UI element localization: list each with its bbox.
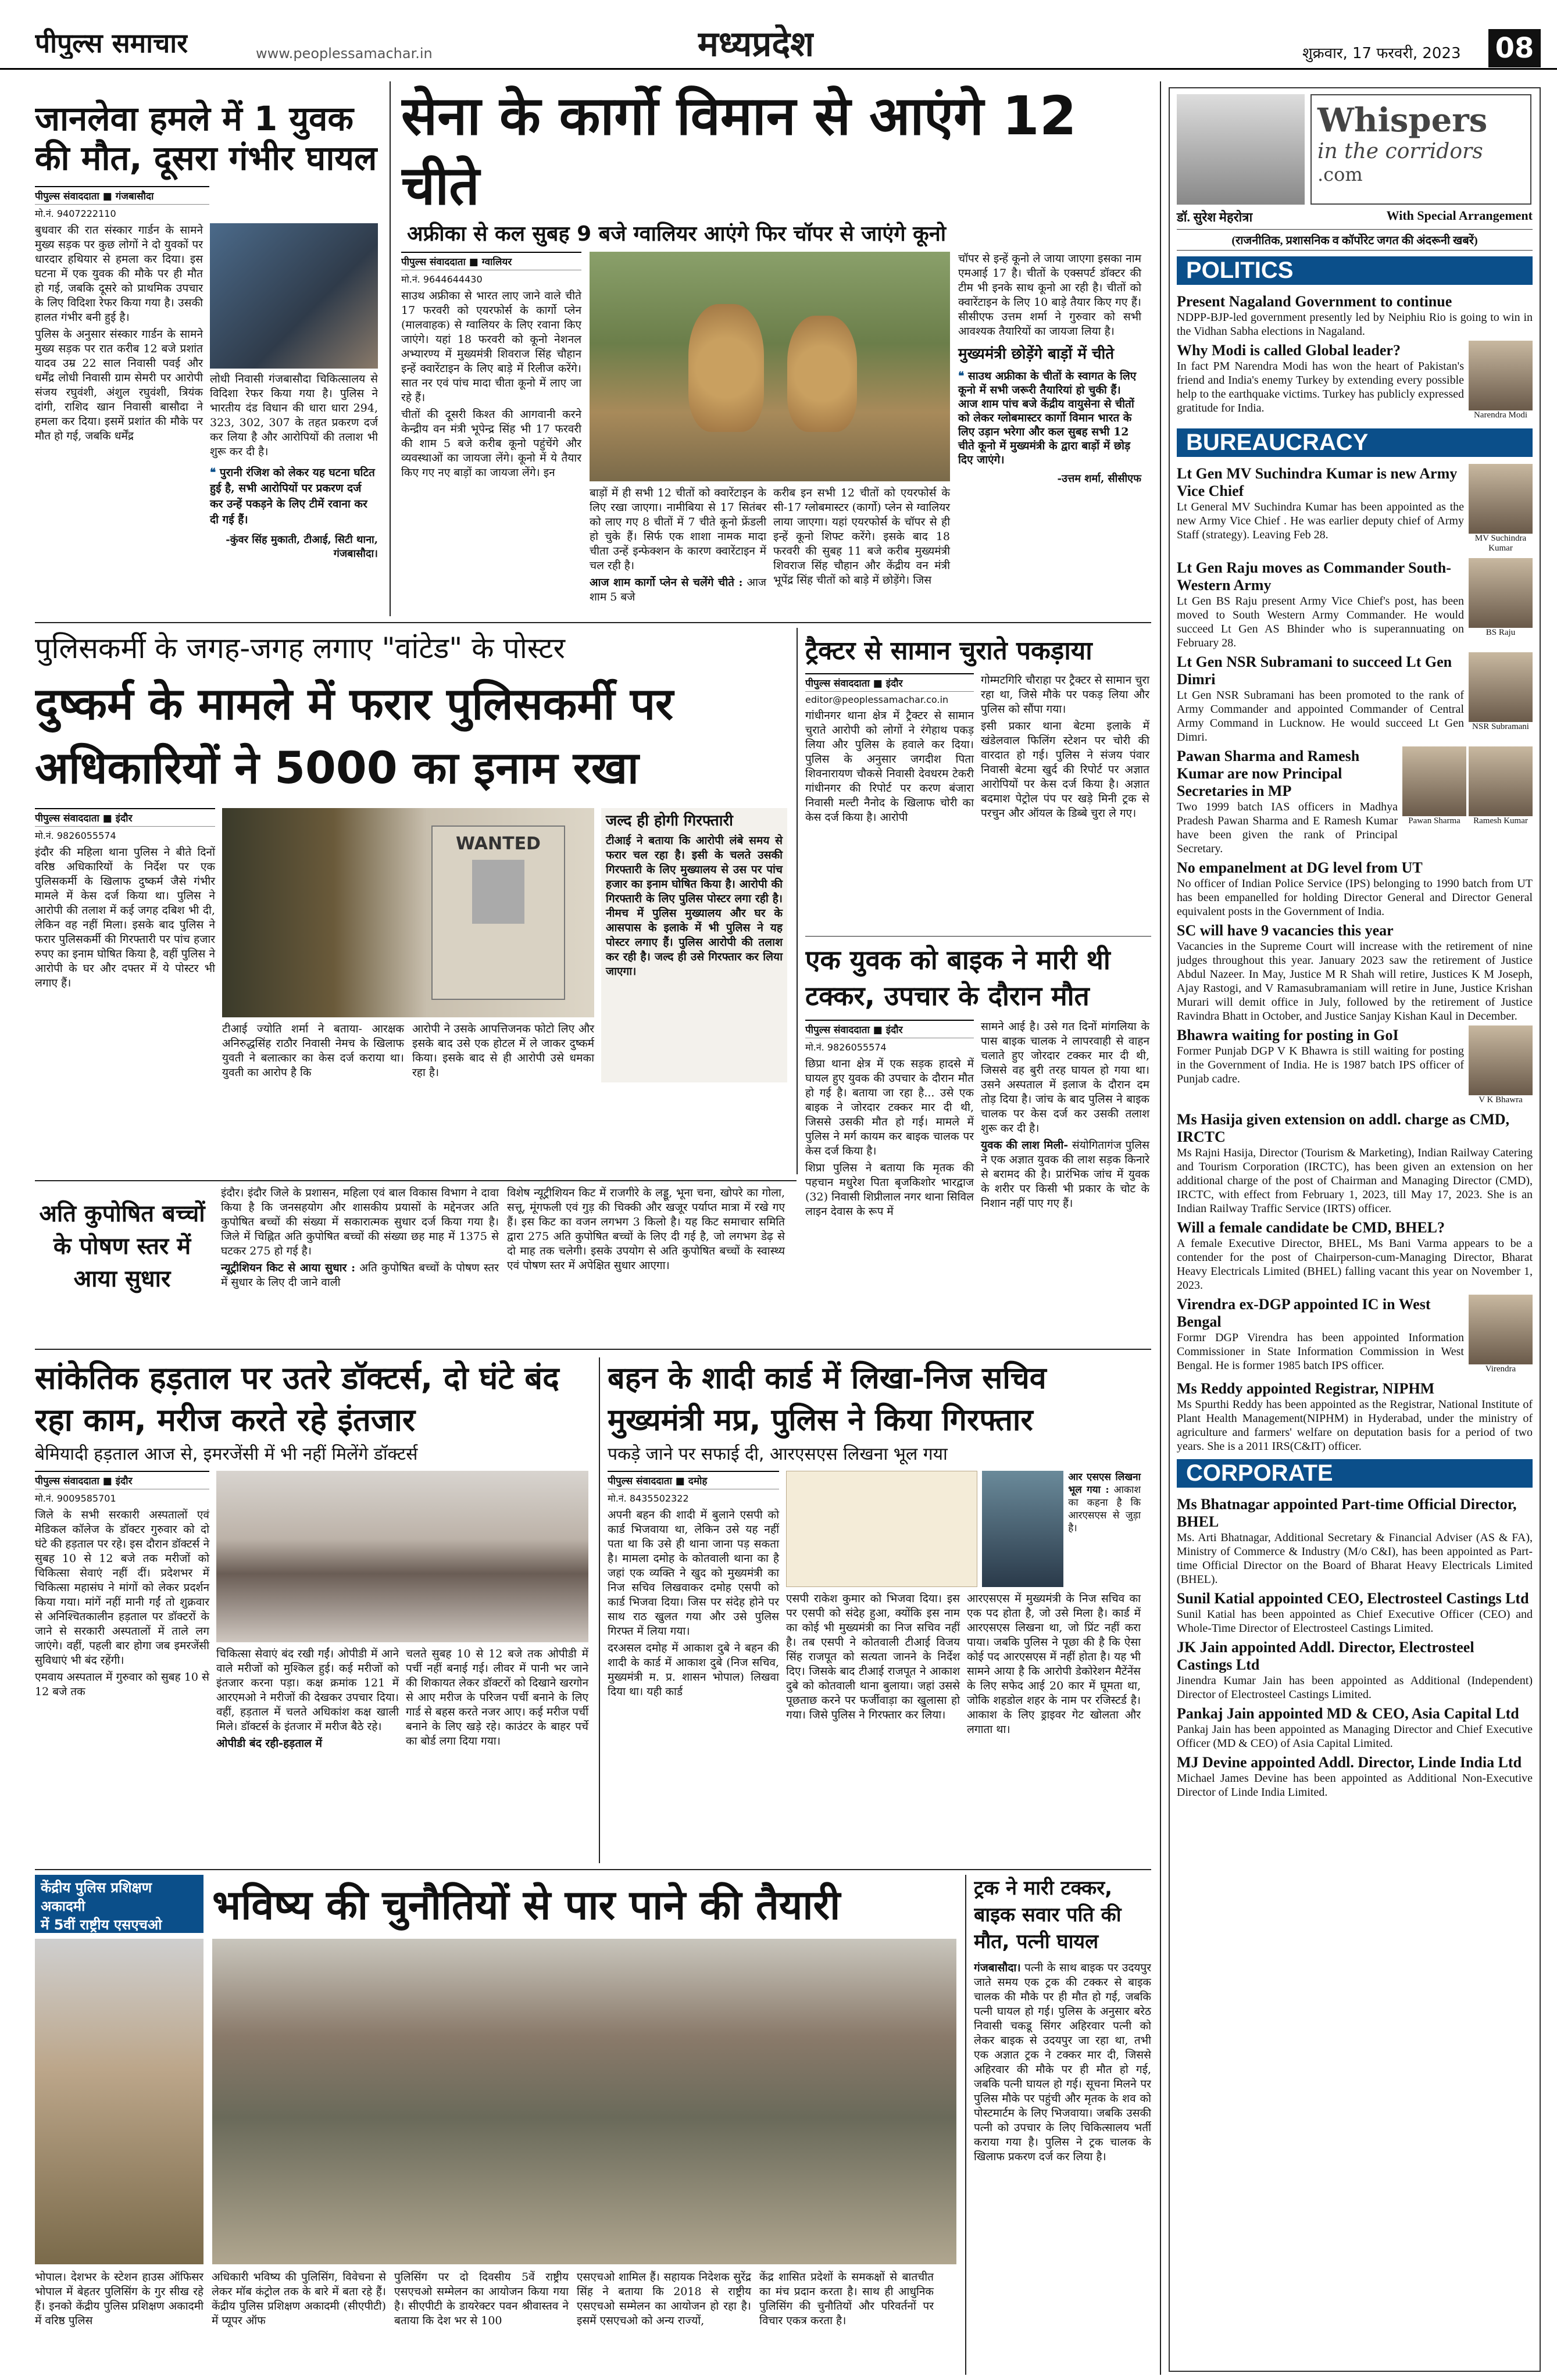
para: आरोपी ने उसके आपत्तिजनक फोटो लिए और इसके बाद उसे एक होटल में ले जाकर दुष्कर्म किया। इसके बाद से ही आरोपी उसे धमका रहा है। bbox=[412, 1023, 594, 1079]
headline: जानलेवा हमले में 1 युवक की मौत, दूसरा गंभीर घायल bbox=[35, 99, 377, 178]
para: सामने आई है। उसे गत दिनों मांगलिया के पास बाइक चालक ने लापरवाही से वाहन चलाते हुए जोरदार टक्कर मार दी थी, जिससे वह बुरी तरह घायल हो गया था। उसने अस्पताल में इलाज के दौरान दम तोड़ दिया है। जांच के बाद पुलिस ने बाइक चालक पर केस दर्ज कर उसकी तलाश शुरू कर दी है। bbox=[981, 1020, 1149, 1135]
photo-caption: BS Raju bbox=[1485, 628, 1516, 637]
whisper-text: No officer of Indian Police Service (IPS) belonging to 1990 batch from UT has been empanelled for holding Director General and Director General equivalent posts in the Government of India. bbox=[1177, 877, 1533, 918]
para: इंदौर की महिला थाना पुलिस ने बीते दिनों वरिष्ठ अधिकारियों के निर्देश पर एक पुलिसकर्मी के खिलाफ दुष्कर्म जैसे गंभीर मामले में केस दर्ज किया था। पुलिस ने आरोपी की तलाश में कई जगह दबिश भी दी, लेकिन वह नहीं मिला। इसके बाद पुलिस ने फरार पुलिसकर्मी की गिरफ्तारी पर पांच हजार रुपए का इनाम घोषित किया है, वहीं पुलिस ने आरोपी के घर और दफ्तर में ये पोस्टर भी लगाए हैं। bbox=[35, 846, 215, 989]
logo-text: .com bbox=[1317, 163, 1363, 185]
story-fake-secretary bbox=[608, 1357, 1151, 1863]
tagline: (राजनीतिक, प्रशासनिक व कॉर्पोरेट जगत की अंदरूनी खबरें) bbox=[1177, 229, 1533, 251]
section-bureaucracy: BUREAUCRACY bbox=[1177, 428, 1533, 457]
headline: सांकेतिक हड़ताल पर उतरे डॉक्टर्स, दो घंटे बंद रहा काम, मरीज करते रहे इंतजार bbox=[35, 1360, 559, 1438]
cheetah-photo bbox=[590, 252, 950, 481]
story-attack bbox=[35, 99, 378, 610]
para: ओपीडी बंद रही-हड़ताल में bbox=[216, 1736, 322, 1750]
whisper-headline: MJ Devine appointed Addl. Director, Linde India Ltd bbox=[1177, 1754, 1522, 1771]
section-title: मध्यप्रदेश bbox=[698, 24, 815, 65]
whisper-text: Formr DGP Virendra has been appointed Information Commissioner in State Information Commission in West Bengal. He is former 1985 batch IPS officer. bbox=[1177, 1331, 1464, 1372]
accused-photo bbox=[982, 1471, 1063, 1587]
para: पुलिसिंग पर दो दिवसीय 5वें राष्ट्रीय एसएचओ सम्मेलन का आयोजन किया गया है। सीएपीटी के डायरेक्टर पवन श्रीवास्तव ने बताया कि देश भर से 100 bbox=[394, 2271, 569, 2327]
portrait-icon bbox=[1469, 558, 1533, 628]
headline: भविष्य की चुनौतियों से पार पाने की तैयारी bbox=[212, 1881, 841, 1929]
issue-date: शुक्रवार, 17 फरवरी, 2023 bbox=[1302, 45, 1461, 62]
site-url[interactable]: www.peoplessamachar.in bbox=[256, 45, 433, 62]
whisper-headline: Sunil Katial appointed CEO, Electrosteel Castings Ltd bbox=[1177, 1590, 1529, 1607]
para: गांधीनगर थाना क्षेत्र में ट्रैक्टर से सामान चुराते आरोपी को लोगों ने रंगेहाथ पकड़ लिया और पुलिस के हवाले कर दिया। पुलिस के अनुसार जगदीश पिता शिवनारायण चौकसे निवासी देवधरम टेकरी गांधीनगर की रिपोर्ट पर करण बंजारा निवासी मल्टी नैनोद के खिलाफ चोरी का केस दर्ज किया है। आरोपी bbox=[805, 709, 974, 824]
quote: ❝ पुरानी रंजिश को लेकर यह घटना घटित हुई है, सभी आरोपियों पर प्रकरण दर्ज कर उन्हें पकड़ने के लिए टीमें रवाना कर दी गई हैं। bbox=[210, 466, 375, 526]
corporate-list bbox=[1177, 1492, 1533, 1799]
whisper-text: Pankaj Jain has been appointed as Managing Director and Chief Executive Officer (MD & CEO) of Asia Capital Limited. bbox=[1177, 1723, 1533, 1750]
whisper-headline: Bhawra waiting for posting in GoI bbox=[1177, 1027, 1399, 1044]
quote-by: -कुंवर सिंह मुकाती, टीआई, सिटी थाना, गंजबासौदा। bbox=[226, 534, 378, 560]
headline: बहन के शादी कार्ड में लिखा-निज सचिव मुख्यमंत्री मप्र, पुलिस ने किया गिरफ्तार bbox=[608, 1361, 1047, 1438]
quote-icon: ❝ bbox=[210, 466, 220, 479]
whisper-item bbox=[1177, 1702, 1533, 1750]
whisper-text: Vacancies in the Supreme Court will increase with the retirement of nine judges throughout this year. January 2023 saw the retirement of Justice Abdul Nazeer. In May, Justice M R Shah will retire, Justices K M Joseph, Ajay Rastogi, and V Ramasubramaniam will retire in June, Justice Krishan Murari will demit office in July, followed by the retirement of Justice Ravindra Bhatt in October, and Justice Sanjay Kishan Kaul in December. bbox=[1177, 940, 1533, 1023]
whisper-text: Ms Spurthi Reddy has been appointed as the Registrar, National Institute of Plant Health Management(NIPHM) in Hyderabad, under the ministry of agriculture and farmers' welfare on deputation basis for a period of two years. She is a 2011 IRS(C&IT) officer. bbox=[1177, 1398, 1533, 1453]
para: आज शाम कार्गो प्लेन से चलेंगे चीते : आज शाम 5 बजे bbox=[590, 576, 767, 604]
para: आरएसएस में मुख्यमंत्री के निज सचिव का एक पद होता है, जो उसे मिला है। कार्ड में आरएसएस लिखना था, जो प्रिंट नहीं करा पाया। जबकि पुलिस ने पूछा की है कि ऐसा कोई पद आरएसएस में नहीं होता है। यह भी सामने आया है कि आरोपी डेकोरेशन मैटेंनेंस के लिए सफेद आई 20 कार में घूमता था, जोकि शहडोल शहर के नाम पर रजिस्टर्ड है। आकाश के लिए ड्राइवर गेट खोलता और लगाता था। bbox=[967, 1592, 1141, 1736]
para: केंद्र शासित प्रदेशों के समकक्षों से बातचीत का मंच प्रदान करता है। साथ ही आधुनिक पुलिसिंग की चुनौतियों और परिवर्तनों पर विचार एकत्र करता है। bbox=[759, 2271, 934, 2327]
section-politics: POLITICS bbox=[1177, 256, 1533, 285]
box-text: टीआई ने बताया कि आरोपी लंबे समय से फरार चल रहा है। इसी के चलते उसकी गिरफ्तारी के लिए मुख्यालय से उस पर पांच हजार का इनाम घोषित किया है। आरोपी की गिरफ्तारी के लिए पुलिस पोस्टर लगा रही है। नीमच में पुलिस मुख्यालय और घर के आसपास के इलाके में भी पुलिस ने यह पोस्टर लगाए हैं। पुलिस आरोपी की तलाश कर रही है। जल्द ही उसे गिरफ्तार कर लिया जाएगा। bbox=[606, 834, 783, 978]
whisper-text: NDPP-BJP-led government presently led by Neiphiu Rio is going to win in the Vidhan Sabha elections in Nagaland. bbox=[1177, 311, 1533, 338]
side-text: आर एसएस लिखना भूल गया : आकाश का कहना है कि आरएसएस से जुड़ा है। bbox=[1068, 1471, 1141, 1534]
portrait-icon bbox=[1402, 746, 1466, 816]
whisper-text: Lt General MV Suchindra Kumar has been appointed as the new Army Vice Chief . He was earlier deputy chief of Army Staff (strategy). Leaving Feb 28. bbox=[1177, 501, 1464, 541]
officer-photo bbox=[35, 1939, 203, 2264]
kicker: पुलिसकर्मी के जगह-जगह लगाए "वांटेड" के पोस्टर bbox=[35, 631, 565, 665]
para: एसपी राकेश कुमार को भिजवा दिया। इस पर एसपी को संदेह हुआ, क्योंकि इस नाम का कोई भी मुख्यमंत्री का निज सचिव नहीं है। तब एसपी ने कोतवाली टीआई विजय सिंह राजपूत को सत्यता जानने के निर्देश दिए। जिसके बाद टीआई राजपूत ने आकाश दुबे को कोतवाली थाना बुलाया। जहां उससे पूछताछ करने पर फर्जीवाड़ा का खुलासा हो गया। जिसे पुलिस ने गिरफ्तार कर लिया। bbox=[786, 1592, 960, 1721]
headline: सेना के कार्गो विमान से आएंगे 12 चीते bbox=[401, 85, 1077, 217]
whisper-headline: Pankaj Jain appointed MD & CEO, Asia Capital Ltd bbox=[1177, 1705, 1519, 1722]
whisper-headline: Ms Bhatnagar appointed Part-time Official Director, BHEL bbox=[1177, 1496, 1517, 1530]
whisper-headline: Lt Gen NSR Subramani to succeed Lt Gen Dimri bbox=[1177, 653, 1452, 688]
story-wanted-poster bbox=[35, 628, 791, 1186]
whisper-text: Ms. Arti Bhatnagar, Additional Secretary & Financial Adviser (AS & FA), Ministry of Commerce & Industry (M/o C&I), has been appointed as Part-time Official Director on the Board of Bharat Heavy Electricals Limited (BHEL). bbox=[1177, 1531, 1533, 1586]
whisper-item bbox=[1177, 1377, 1533, 1453]
quote-icon: ❝ bbox=[958, 370, 968, 383]
paper-logo[interactable]: पीपुल्स समाचार bbox=[35, 28, 188, 59]
whisper-item bbox=[1177, 919, 1533, 1023]
person-photo bbox=[1469, 558, 1533, 638]
logo-text: Whispers bbox=[1317, 101, 1488, 140]
mobile: मो.नं. 9407222110 bbox=[35, 208, 116, 219]
para: भोपाल। देशभर के स्टेशन हाउस ऑफिसर भोपाल में बेहतर पुलिसिंग के गुर सीख रहे हैं। इनको केंद्रीय पुलिस प्रशिक्षण अकादमी में वरिष्ठ पुलिस bbox=[35, 2271, 203, 2327]
para: चीतों की दूसरी किश्त की आगवानी करने केन्द्रीय वन मंत्री भूपेन्द्र सिंह भी 17 फरवरी की शाम 5 बजे करीब कूनो पहुंचेंगे और व्यवस्थाओं का जायजा लेंगे। कूनो में ये तैयार किए गए नए बाड़ों का जायजा लेंगे। इन bbox=[401, 408, 581, 480]
headline: ट्रक ने मारी टक्कर, बाइक सवार पति की मौत, पत्नी घायल bbox=[974, 1877, 1122, 1953]
kicker: में 5वीं राष्ट्रीय एसएचओ bbox=[41, 1917, 162, 1933]
wanted-photo bbox=[222, 808, 594, 1017]
para: अपनी बहन की शादी में बुलाने एसपी को कार्ड भिजवाया था, लेकिन उसे यह नहीं पता था कि उसे ही थाना जाना पड़ सकता है। मामला दमोह के कोतवाली थाना का है जहां एक व्यक्ति ने खुद को मुख्यमंत्री का निज सचिव लिखवाकर दमोह एसपी को कार्ड भिजवा दिया। जिस पर संदेह होने पर साथ राठ खुलत गया और उसे पुलिस गिरफ्त में लिया गया। bbox=[608, 1508, 779, 1638]
para: पुलिस के अनुसार संस्कार गार्डन के सामने मुख्य सड़क पर रात करीब 12 बजे प्रशांत यादव उम्र 22 साल निवासी पवई और धर्मेंद्र लोधी निवासी ग्राम सेमरी पर आरोपी संजय रघुवंशी, अंशुल रघुवंशी, त्रियंक दांगी, राशिद खान निवासी बासौदा ने हमला कर दिया। इसमें प्रशांत की मौके पर मौत हो गई, जबकि धर्मेंद्र bbox=[35, 328, 203, 442]
mugshot-icon bbox=[472, 860, 524, 924]
whisper-headline: Virendra ex-DGP appointed IC in West Bengal bbox=[1177, 1296, 1431, 1330]
person-photo bbox=[1469, 746, 1533, 826]
cheetah-icon bbox=[787, 316, 857, 432]
whisper-item bbox=[1177, 556, 1533, 650]
photo-caption: Pawan Sharma bbox=[1408, 816, 1460, 826]
para: गोम्मटगिरि चौराहा पर ट्रैक्टर से सामान चुरा रहा था, जिसे मौके पर पकड़ लिया और पुलिस को सौंपा गया। bbox=[981, 674, 1149, 716]
wanted-poster bbox=[431, 826, 565, 1000]
para: छिप्रा थाना क्षेत्र में एक सड़क हादसे में घायल हुए युवक की उपचार के दौरान मौत हो गई है। बताया जा रहा है... उसे एक बाइक ने जोरदार टक्कर मार दी थी, जिससे उसकी मौत हो गई। मामले में पुलिस ने मर्ग कायम कर बाइक चालक पर केस दर्ज किया है। bbox=[805, 1057, 974, 1157]
whisper-item bbox=[1177, 1107, 1533, 1216]
whisper-headline: Ms Reddy appointed Registrar, NIPHM bbox=[1177, 1380, 1435, 1397]
whisper-headline: Present Nagaland Government to continue bbox=[1177, 293, 1452, 310]
police-photo bbox=[210, 223, 378, 369]
para: विशेष न्यूट्रीशियन किट में राजगीरे के लड्डू, भूना चना, खोपरे का गोला, सत्तू, मूंगफली एवं गुड़ की चिक्की और खजूर पर्याप्त मात्रा में रखे गए हैं। इस किट का वजन लगभग 3 किलो है। यह किट समाचार समिति द्वारा 275 अति कुपोषित बच्चों के लिए दी गई है, जो लगभग डेढ़ से दो माह तक चलेगी। इसके उपयोग से अति कुपोषित बच्चों के स्वास्थ्य एवं पोषण स्तर में अपेक्षित सुधार आएगा। bbox=[507, 1187, 785, 1272]
whisper-headline: Pawan Sharma and Ramesh Kumar are now Principal Secretaries in MP bbox=[1177, 748, 1360, 799]
whisper-item bbox=[1177, 1750, 1533, 1799]
para: गंजबासौदा। पत्नी के साथ बाइक पर उदयपुर जाते समय एक ट्रक की टक्कर से बाइक चालक की मौके पर ही मौत हो गई, जबकि पत्नी घायल हो गई। पुलिस के अनुसार बरेठ निवासी चकडू सिंगर अहिरवार पत्नी को लेकर बाइक से उदयपुर जा रहा था, तभी एक अज्ञात ट्रक ने टक्कर मार दी, जिससे अहिरवार की मौके पर ही मौत हो गई, जबकि पत्नी घायल हो गई। सूचना मिलने पर पुलिस मौके पर पहुंची और मृतक के शव को पोस्टमार्टम के लिए भिजवाया। जबकि उसकी पत्नी को उपचार के लिए चिकित्सालय भर्ती कराया गया है। पुलिस ने ट्रक चालक के खिलाफ प्रकरण दर्ज कर लिया है। bbox=[974, 1961, 1151, 2163]
portrait-icon bbox=[1469, 1295, 1533, 1364]
whisper-text: A female Executive Director, BHEL, Ms Bani Varma appears to be a contender for the post of Chairperson-cum-Managing Director, Bharat Heavy Electricals Limited (BHEL) falling vacant this year on November 1, 2023. bbox=[1177, 1237, 1533, 1292]
photo-caption: Ramesh Kumar bbox=[1473, 816, 1528, 826]
kicker-box bbox=[35, 1875, 203, 1933]
para: साउथ अफ्रीका से भारत लाए जाने वाले चीते 17 फरवरी को एयरफोर्स के कार्गो प्लेन (मालवाहक) से ग्वालियर के लिए रवाना किए जाएंगे। यहां 18 फरवरी को कूनो नेशनल अभ्यारण्य में मुख्यमंत्री शिवराज सिंह चौहान इन्हें क्वारेंटाइन के लिए बाड़े में रिलीज करेंगे। सात नर एवं पांच मादा चीता कूनो में लाए जा रहे हैं। bbox=[401, 290, 581, 405]
whisper-headline: JK Jain appointed Addl. Director, Electrosteel Castings Ltd bbox=[1177, 1639, 1474, 1673]
box-head: जल्द ही होगी गिरफ्तारी bbox=[606, 812, 733, 830]
para: दरअसल दमोह में आकाश दुबे ने बहन की शादी के कार्ड में आकाश दुबे (निज सचिव, मुख्यमंत्री म. प्र. शासन भोपाल) लिखवा दिया था। यही कार्ड bbox=[608, 1641, 779, 1698]
author-photo bbox=[1177, 94, 1305, 205]
whisper-headline: Ms Hasija given extension on addl. charge as CMD, IRCTC bbox=[1177, 1111, 1509, 1145]
bureaucracy-list bbox=[1177, 462, 1533, 1453]
whisper-item bbox=[1177, 744, 1533, 856]
whisper-headline: Why Modi is called Global leader? bbox=[1177, 342, 1401, 359]
mobile: मो.नं. 9826055574 bbox=[35, 830, 116, 841]
whispers-column bbox=[1169, 87, 1541, 2372]
para: इंदौर। इंदौर जिले के प्रशासन, महिला एवं बाल विकास विभाग ने दावा किया है कि जनसहयोग और शासकीय प्रयासों के मद्देनजर अति कुपोषित बच्चों की संख्या में सकारात्मक सुधार दर्ज किया गया है। जिले में चिह्नित अति कुपोषित बच्चों की संख्या छह माह में 1375 से घटकर 275 हो गई है। bbox=[221, 1187, 499, 1257]
para: एमवाय अस्पताल में गुरुवार को सुबह 10 से 12 बजे तक bbox=[35, 1670, 209, 1698]
whisper-item bbox=[1177, 290, 1533, 338]
whispers-logo[interactable] bbox=[1310, 94, 1531, 205]
byline: पीपुल्स संवाददाता ■ ग्वालियर bbox=[401, 252, 581, 270]
quote: ❝ साउथ अफ्रीका के चीतों के स्वागत के लिए कूनो में सभी जरूरी तैयारियां हो चुकी हैं। आज शाम पांच बजे केंद्रीय वायुसेना से चीतों को लेकर ग्लोबमास्टर कार्गो विमान भारत के लिए उड़ान भरेगा और कल सुबह सभी 12 चीते कूनो में मुख्यमंत्री के द्वारा बाड़ों में छोड़ दिए जाएंगे। bbox=[958, 370, 1137, 467]
photo-caption: Narendra Modi bbox=[1473, 410, 1528, 420]
wedding-card-photo bbox=[786, 1471, 977, 1587]
story-tractor-theft bbox=[805, 634, 1151, 936]
para: शिप्रा पुलिस ने बताया कि मृतक की पहचान मधुरेश पिता बृजकिशोर भारद्वाज (32) निवासी शिप्रीलाल नगर थाना सिविल लाइन देवास के रूप में bbox=[805, 1162, 974, 1218]
photo-caption: NSR Subramani bbox=[1472, 722, 1529, 731]
author-name: डॉ. सुरेश मेहरोत्रा bbox=[1177, 210, 1253, 224]
whisper-text: In fact PM Narendra Modi has won the heart of Pakistan's friend and India's enemy Turkey by extending every possible help to the earthquake victims. Turkey has publicly expressed gratitude for India. bbox=[1177, 360, 1464, 414]
mobile: मो.नं. 9009585701 bbox=[35, 1492, 116, 1504]
whisper-item bbox=[1177, 338, 1533, 423]
photo-caption: टीआई ज्योति शर्मा ने बताया- आरक्षक अनिरुद्धसिंह राठौर निवासी नेमच के खिलाफ युवती ने बलात्कार का केस दर्ज कराया था। युवती का आरोप है कि bbox=[222, 1023, 404, 1079]
para: न्यूट्रीशियन किट से आया सुधार : अति कुपोषित बच्चों के पोषण स्तर में सुधार के लिए दी जाने वाली bbox=[221, 1262, 499, 1289]
person-photo bbox=[1402, 746, 1466, 826]
story-truck-accident bbox=[974, 1875, 1151, 2375]
whisper-item bbox=[1177, 1023, 1533, 1107]
photo-caption: V K Bhawra bbox=[1479, 1095, 1523, 1105]
subhead: अफ्रीका से कल सुबह 9 बजे ग्वालियर आएंगे फिर चॉपर से जाएंगे कूनो bbox=[407, 222, 947, 246]
portrait-icon bbox=[1469, 746, 1533, 816]
para: करीब इन सभी 12 चीतों को एयरफोर्स के सी-17 ग्लोबमास्टर (कार्गो) प्लेन से ग्वालियर लाया जाएगा। यहां एयरफोर्स के चॉपर से ही इन्हें कूनो शिफ्ट करेंगे। इसके बाद 18 फरवरी की सुबह 11 बजे करीब मुख्यमंत्री शिवराज सिंह चौहान और केंद्रीय वन मंत्री भूपेंद्र सिंह चीतों को बाड़े में छोड़ेंगे। जिस bbox=[773, 487, 950, 587]
doctors-photo bbox=[216, 1471, 588, 1642]
byline: पीपुल्स संवाददाता ■ इंदौर bbox=[805, 673, 974, 692]
mobile: मो.नं. 9826055574 bbox=[805, 1042, 887, 1053]
whisper-text: Jinendra Kumar Jain has been appointed as Additional (Independent) Director of Electrosteel Castings Limited. bbox=[1177, 1674, 1533, 1701]
whisper-headline: Lt Gen MV Suchindra Kumar is new Army Vice Chief bbox=[1177, 465, 1458, 499]
section-corporate: CORPORATE bbox=[1177, 1459, 1533, 1488]
politics-list bbox=[1177, 290, 1533, 423]
side-head: मुख्यमंत्री छोड़ेंगे बाड़ों में चीते bbox=[958, 345, 1115, 363]
kicker: केंद्रीय पुलिस प्रशिक्षण अकादमी bbox=[41, 1879, 152, 1914]
byline: पीपुल्स संवाददाता ■ दमोह bbox=[608, 1471, 779, 1489]
cheetah-icon bbox=[688, 304, 764, 432]
para: चॉपर से इन्हें कूनो ले जाया जाएगा इसका नाम एमआई 17 है। चीतों के एक्सपर्ट डॉक्टर की टीम भी इनके साथ कूनो आ रही है। चीतों को क्वारेंटाइन के लिए 10 बाड़े तैयार किए गए हैं। सीसीएफ उत्तम शर्मा ने गुरुवार को सभी आवश्यक तैयारियों का जायजा लिया है। bbox=[958, 252, 1141, 338]
person-photo bbox=[1469, 464, 1533, 553]
page-number: 08 bbox=[1488, 29, 1541, 67]
para: युवक की लाश मिली- संयोगितागंज पुलिस ने एक अज्ञात युवक की लाश सड़क किनारे से बरामद की है। प्रारंभिक जांच में युवक के शरीर पर किसी भी प्रकार के चोट के निशान नहीं पाए गए हैं। bbox=[981, 1139, 1149, 1210]
mobile: मो.नं. 9644644430 bbox=[401, 274, 483, 285]
whisper-headline: No empanelment at DG level from UT bbox=[1177, 859, 1423, 876]
whisper-text: Sunil Katial has been appointed as Chief Executive Officer (CEO) and Whole-Time Director of Electrosteel Castings Limited. bbox=[1177, 1608, 1533, 1635]
whisper-text: Lt Gen NSR Subramani has been promoted to the rank of Army Commander and appointed Commander of Central Army Command in Lucknow. He would succeed Lt Gen Dimri. bbox=[1177, 689, 1464, 744]
headline: दुष्कर्म के मामले में फरार पुलिसकर्मी पर अधिकारियों ने 5000 का इनाम रखा bbox=[35, 678, 674, 794]
subhead: बेमियादी हड़ताल आज से, इमरजेंसी में भी नहीं मिलेंगे डॉक्टर्स bbox=[35, 1444, 418, 1464]
portrait-icon bbox=[1469, 1025, 1533, 1095]
whisper-item bbox=[1177, 462, 1533, 556]
person-photo bbox=[1469, 652, 1533, 732]
logo-text: in the corridors bbox=[1317, 140, 1483, 163]
person-photo bbox=[1469, 1025, 1533, 1105]
whisper-item bbox=[1177, 856, 1533, 919]
photo-caption: MV Suchindra Kumar bbox=[1474, 534, 1527, 553]
story-cheetahs bbox=[401, 81, 1151, 616]
whisper-text: Michael James Devine has been appointed as Additional Non-Executive Director of Linde India Limited. bbox=[1177, 1772, 1533, 1799]
person-photo bbox=[1469, 1295, 1533, 1374]
para: लोधी निवासी गंजबासौदा चिकित्सालय से विदिशा रेफर किया गया है। पुलिस ने भारतीय दंड विधान की धारा धारा 294, 323, 302, 307 के तहत प्रकरण दर्ज कर लिया है और आरोपियों की तलाश भी शुरू कर दी है। bbox=[210, 373, 378, 458]
portrait-icon bbox=[1469, 464, 1533, 534]
quote-by: -उत्तम शर्मा, सीसीएफ bbox=[1057, 473, 1141, 485]
byline: पीपुल्स संवाददाता ■ इंदौर bbox=[35, 1471, 209, 1489]
whisper-text: Lt Gen BS Raju present Army Vice Chief's post, has been moved to South Western Army Commander. He would succeed Lt Gen AS Bhinder who is superannuating on February 28. bbox=[1177, 595, 1464, 649]
story-doctors-strike bbox=[35, 1357, 593, 1863]
para: चलते सुबह 10 से 12 बजे तक ओपीडी में पर्ची नहीं बनाई गई। लीवर में पानी भर जाने की शिकायत लेकर डॉक्टरों को दिखाने खरगोन से आए मरीज के परिजन पर्ची बनाने के लिए गार्ड से बहस करते नजर आए। कई मरीज पर्ची बनाने के लिए खड़े रहे। काउंटर के बाहर पर्चे का बोर्ड लगा दिया गया। bbox=[406, 1647, 588, 1748]
email[interactable]: editor@peoplessamachar.co.in bbox=[805, 694, 949, 705]
photo-caption: Virendra bbox=[1485, 1364, 1516, 1374]
whisper-item bbox=[1177, 1635, 1533, 1702]
mobile: मो.नं. 8435502322 bbox=[608, 1492, 689, 1504]
whisper-headline: Will a female candidate be CMD, BHEL? bbox=[1177, 1219, 1445, 1236]
story-police-conference bbox=[35, 1875, 959, 2375]
headline: ट्रैक्टर से सामान चुराते पकड़ाया bbox=[805, 636, 1092, 666]
subhead: पकड़े जाने पर सफाई दी, आरएसएस लिखना भूल गया bbox=[608, 1444, 948, 1464]
whisper-text: Two 1999 batch IAS officers in Madhya Pradesh Pawan Sharma and E Ramesh Kumar have been given the rank of Principal Secretary. bbox=[1177, 801, 1398, 855]
whisper-headline: Lt Gen Raju moves as Commander South-Western Army bbox=[1177, 559, 1451, 594]
byline: पीपुल्स संवाददाता ■ गंजबासौदा bbox=[35, 186, 209, 205]
whisper-item bbox=[1177, 1292, 1533, 1377]
whisper-item bbox=[1177, 650, 1533, 744]
whisper-text: Former Punjab DGP V K Bhawra is still waiting for posting in the Government of India. He is 1987 batch IPS officer of Punjab cadre. bbox=[1177, 1045, 1464, 1085]
whisper-text: Ms Rajni Hasija, Director (Tourism & Marketing), Indian Railway Catering and Tourism Corporation (IRCTC), has been given an extension on her additional charge of the post of Chairman and Managing Director (CMD), IRCTC, with effect from February 1, 2023, till May 17, 2023. She is an Indian Railway Traffic Service (IRTS) officer. bbox=[1177, 1146, 1533, 1215]
whisper-item bbox=[1177, 1492, 1533, 1586]
para: बाड़ों में ही सभी 12 चीतों को क्वारेंटाइन के लिए रखा जाएगा। नामीबिया से 17 सितंबर को लाए गए 8 चीतों में 7 चीते कूनो फ्रेंडली हो चुके हैं। सिर्फ एक शाशा नामक मादा चीता उन्हें इन्फेक्शन के कारण क्वारेंटाइन में चल रही है। bbox=[590, 487, 766, 573]
whisper-item bbox=[1177, 1586, 1533, 1635]
para: अधिकारी भविष्य की पुलिसिंग, विवेचना से लेकर मॉब कंट्रोल तक के बारे में बता रहे हैं। केंद्रीय पुलिस प्रशिक्षण अकादमी (सीएपीटी) में प्यूपर ऑफ bbox=[212, 2271, 386, 2327]
masthead bbox=[0, 0, 1557, 70]
para: एसएचओ शामिल हैं। सहायक निदेशक सुरेंद्र सिंह ने बताया कि 2018 से राष्ट्रीय एसएचओ सम्मेलन का आयोजन हो रहा है। इसमें एसएचओ को अन्य राज्यों, bbox=[577, 2271, 751, 2327]
wanted-label: WANTED bbox=[456, 834, 541, 854]
byline: पीपुल्स संवाददाता ■ इंदौर bbox=[35, 808, 215, 827]
story-malnutrition bbox=[35, 1186, 791, 1360]
whisper-headline: SC will have 9 vacancies this year bbox=[1177, 922, 1394, 939]
story-bike-accident bbox=[805, 942, 1151, 1395]
whisper-item bbox=[1177, 1216, 1533, 1292]
para: चिकित्सा सेवाएं बंद रखी गईं। ओपीडी में आने वाले मरीजों को मुश्किल हुई। कई मरीजों को इंतजार करना पड़ा। कक्ष क्रमांक 121 में आरएमओ ने मरीजों की देखकर उपचार दिया। वहीं, हड़ताल में चलते अधिकांश कक्ष खाली मिले। डॉक्टर्स के इंतजार में मरीज बैठे रहे। bbox=[216, 1647, 399, 1733]
para: जिले के सभी सरकारी अस्पतालों एवं मेडिकल कॉलेज के डॉक्टर गुरुवार को दो घंटे की हड़ताल पर रहे। इस दौरान डॉक्टर्स ने सुबह 10 से 12 बजे तक मरीजों को चिकित्सा सेवाएं नहीं दीं। प्रदेशभर में चिकित्सा महासंघ ने मांगों को लेकर प्रदर्शन किया गया। मांगें नहीं मानी गईं तो शुक्रवार से अनिश्चितकालीन हड़ताल पर डॉक्टरों के जाने से सरकारी अस्पतालों में ताले लग जाएंगे। वहीं, पहली बार होगा जब इमरजेंसी सुविधाएं भी बंद रहेंगी। bbox=[35, 1508, 209, 1667]
person-photo bbox=[1469, 341, 1533, 420]
arrangement: With Special Arrangement bbox=[1386, 208, 1533, 223]
portrait-icon bbox=[1469, 341, 1533, 410]
headline: एक युवक को बाइक ने मारी थी टक्कर, उपचार के दौरान मौत bbox=[805, 944, 1110, 1012]
para: बुधवार की रात संस्कार गार्डन के सामने मुख्य सड़क पर कुछ लोगों ने दो युवकों पर धारदार हथियार से हमला कर दिया। इस घटना में एक युवक की मौके पर ही मौत हो गई, जबकि दूसरे को प्राथमिक उपचार के लिए विदिशा रेफर किया गया है। उसकी हालत गंभीर बनी हुई है। bbox=[35, 224, 203, 324]
portrait-icon bbox=[1469, 652, 1533, 722]
conference-photo bbox=[212, 1939, 956, 2264]
headline: अति कुपोषित बच्चों के पोषण स्तर में आया सुधार bbox=[39, 1200, 205, 1292]
para: इसी प्रकार थाना बेटमा इलाके में खंडेलवाल फिलिंग स्टेशन पर चोरी की वारदात हो गई। पुलिस ने संजय पंवार निवासी बेटमा खुर्द की रिपोर्ट पर अज्ञात आरोपियों पर केस दर्ज किया है। अज्ञात बदमाश पेट्रोल पंप पर खड़े मिनी ट्रक से परचुन और ऑयल के डिब्बे चुरा ले गए। bbox=[981, 720, 1149, 820]
byline: पीपुल्स संवाददाता ■ इंदौर bbox=[805, 1020, 974, 1038]
